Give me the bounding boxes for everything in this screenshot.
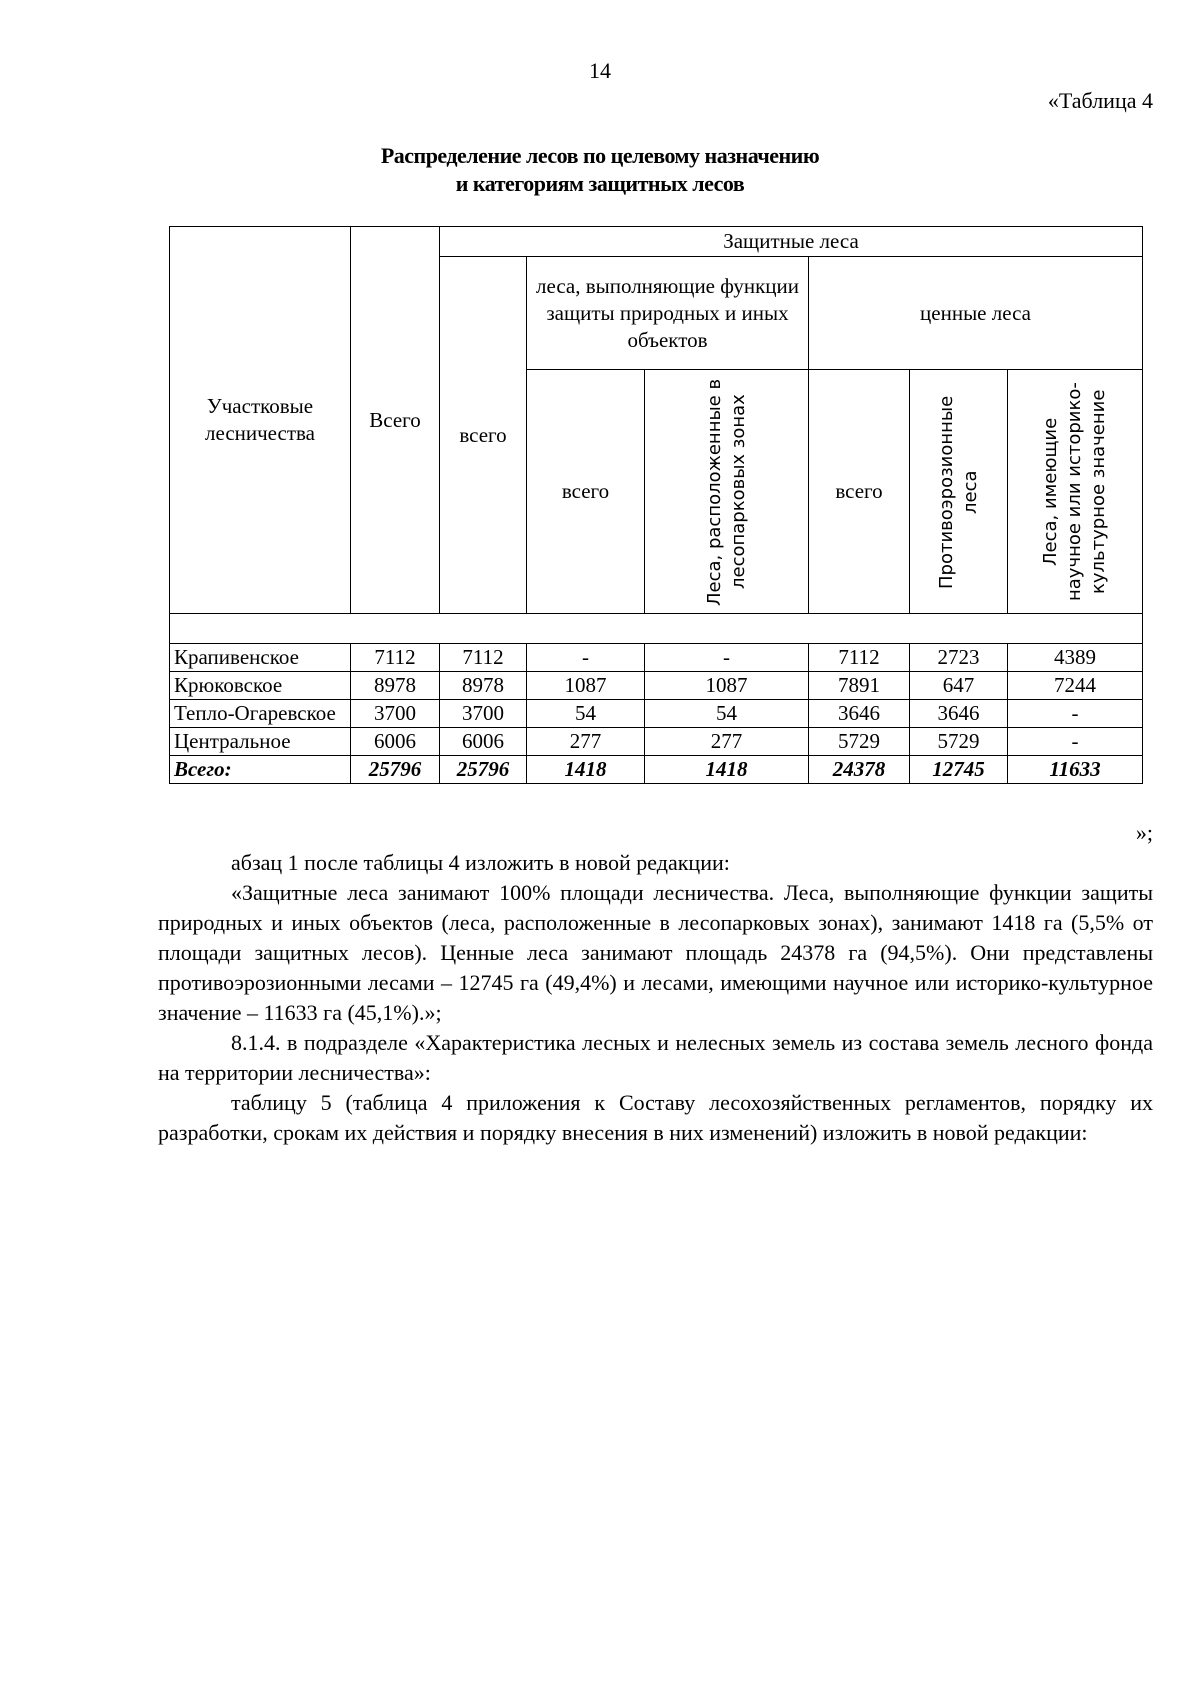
- page-number: 14: [589, 58, 611, 83]
- cell: 3646: [809, 700, 910, 728]
- cell: 3700: [440, 700, 527, 728]
- cell: 8978: [440, 672, 527, 700]
- cell: 5729: [809, 728, 910, 756]
- cell: 25796: [440, 756, 527, 784]
- table-row: [170, 728, 1143, 756]
- cell: -: [1008, 728, 1143, 756]
- table-row: [170, 700, 1143, 728]
- header-valuable-total: всего: [809, 370, 910, 614]
- cell: 2723: [910, 644, 1008, 672]
- cell: 25796: [351, 756, 440, 784]
- cell: 4389: [1008, 644, 1143, 672]
- cell: 7891: [809, 672, 910, 700]
- table-label: «Таблица 4: [1047, 88, 1153, 113]
- total-row: [170, 756, 1143, 784]
- cell: Всего:: [170, 756, 351, 784]
- cell: -: [1008, 700, 1143, 728]
- cell: 1418: [645, 756, 809, 784]
- header-valuable-group: ценные леса: [809, 257, 1143, 370]
- cell: Крюковское: [170, 672, 351, 700]
- cell: 24378: [809, 756, 910, 784]
- cell: 11633: [1008, 756, 1143, 784]
- cell: 277: [645, 728, 809, 756]
- cell: Центральное: [170, 728, 351, 756]
- cell: 54: [645, 700, 809, 728]
- header-protective-total: всего: [440, 257, 527, 614]
- header-protective: Защитные леса: [440, 227, 1143, 257]
- cell: 1087: [645, 672, 809, 700]
- header-district: Участковые лесничества: [170, 227, 351, 614]
- cell: 7112: [351, 644, 440, 672]
- cell: 647: [910, 672, 1008, 700]
- cell: 3700: [351, 700, 440, 728]
- paragraph: «Защитные леса занимают 100% площади лесничества. Леса, выполняющие функции защиты природных и иных объектов (леса, расположенные в лесопарковых зонах), занимают 1418 га (5,5% от площади защитных лесов). Ценные леса занимают площадь 24378 га (94,5%). Они представлены противоэрозионными лесами – 12745 га (49,4%) и лесами, имеющими научное или историко-культурное значение – 11633 га (45,1%).»;: [158, 880, 1153, 1025]
- cell: 6006: [351, 728, 440, 756]
- closing-quote: »;: [1135, 820, 1153, 845]
- cell: 1087: [527, 672, 645, 700]
- cell: Тепло-Огаревское: [170, 700, 351, 728]
- header-forest-park: Леса, расположенные в лесопарковых зонах: [703, 377, 749, 606]
- table-row: [170, 672, 1143, 700]
- paragraph: абзац 1 после таблицы 4 изложить в новой редакции:: [231, 850, 730, 875]
- title-line: Распределение лесов по целевому назначению: [380, 143, 820, 168]
- header-scientific-cell: [1008, 370, 1143, 614]
- cell: 1418: [527, 756, 645, 784]
- cell: -: [527, 644, 645, 672]
- paragraph: 8.1.4. в подразделе «Характеристика лесных и нелесных земель из состава земель лесного фонда на территории лесничества»:: [158, 1030, 1153, 1085]
- header-scientific: Леса, имеющие научное или историко-культурное значение: [1040, 382, 1109, 601]
- table-row: [170, 644, 1143, 672]
- header-total: Всего: [351, 227, 440, 614]
- cell: 7112: [809, 644, 910, 672]
- cell: 8978: [351, 672, 440, 700]
- table-title: [0, 142, 1200, 198]
- cell: 6006: [440, 728, 527, 756]
- paragraph: таблицу 5 (таблица 4 приложения к Составу лесохозяйственных регламентов, порядку их разработки, срокам их действия и порядку внесения в них изменений) изложить в новой редакции:: [158, 1090, 1153, 1145]
- cell: 12745: [910, 756, 1008, 784]
- cell: 7244: [1008, 672, 1143, 700]
- cell: 7112: [440, 644, 527, 672]
- cell: 277: [527, 728, 645, 756]
- header-protection-total: всего: [527, 370, 645, 614]
- title-line: и категориям защитных лесов: [455, 171, 745, 196]
- header-anti-erosion-cell: [910, 370, 1008, 614]
- body-text: [158, 848, 1153, 1148]
- empty-row: [170, 614, 1143, 644]
- cell: 3646: [910, 700, 1008, 728]
- cell: 54: [527, 700, 645, 728]
- header-protection-group: леса, выполняющие функции защиты природных и иных объектов: [527, 257, 809, 370]
- forest-distribution-table: [169, 226, 1143, 784]
- header-forest-park-cell: [645, 370, 809, 614]
- cell: -: [645, 644, 809, 672]
- header-anti-erosion: Противоэрозионные леса: [935, 394, 981, 589]
- cell: Крапивенское: [170, 644, 351, 672]
- cell: 5729: [910, 728, 1008, 756]
